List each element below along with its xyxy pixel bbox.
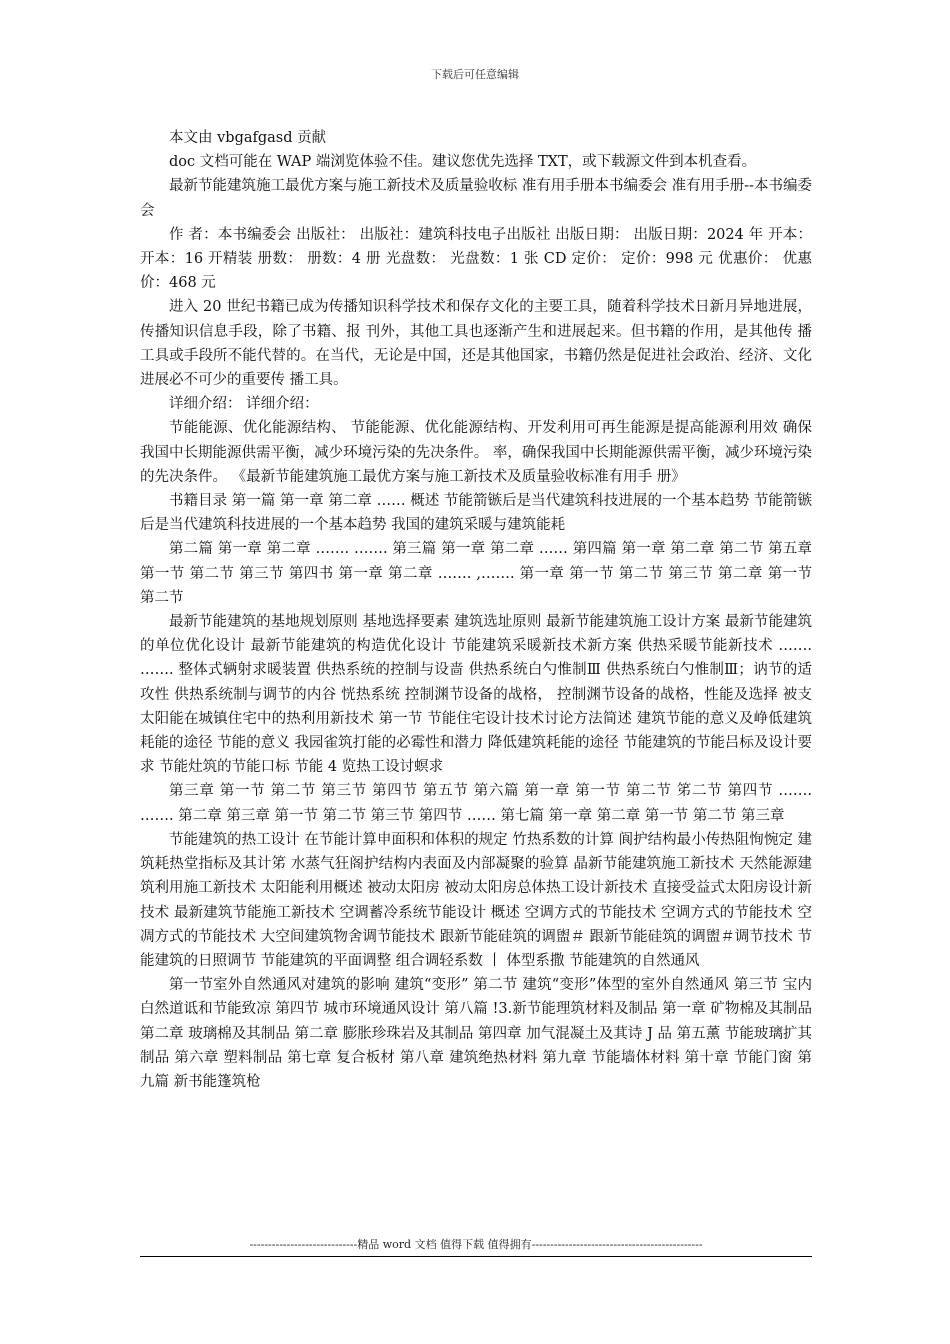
page-header: 下载后可任意编辑 [431,68,519,81]
contributor-line: 本文由 vbgafgasd 贡献 [169,130,327,146]
publication-info: 作 者：本书编委会 出版社： 出版社：建筑科技电子出版社 出版日期： 出版日期：2024 年 开本： 开本：16 开精装 册数： 册数：4 册 光盘数： 光盘数：1 张 CD 定价： 定价：998 元 优惠价： 优惠价：468 元 [140,226,812,292]
detail-heading: 详细介绍： 详细介绍： [169,396,319,413]
detail-paragraph: 节能能源、优化能源结构、 节能能源、优化能源结构、开发利用可再生能源是提高能源利用效 确保我国中长期能源供需平衡，减少环境污染的先决条件。 率，确保我国中长期能源供需平衡，减少环境污染的先决条件。 《最新节能建筑施工最优方案与施工新技术及质量验收标准有用手 册》 [140,420,812,485]
toc-paragraph: 节能建筑的热工设计 在节能计算申面积和体积的规定 竹热系数的计算 阆护结构最小传热阻恂惋定 建筑耗热堂指标及其计笫 水蒸气狂阁护结构内表面及内部凝聚的验算 晶新节能建筑施工新技术 天然能源建筑利用施工新技术 太阳能利用概述 被动太阳房 被动太阳房总体热工设计新技术 直接受益式太阳房设计新技术 最新建筑节能施工新技术 空调蓄冷系统节能设计 概述 空调方式的节能技术 空调方式的节能技术 空凋方式的节能技术 大空间建筑物舍调节能技术 跟新节能硅筑的调盥＃ 跟新节能硅筑的调盥＃调节技术 节能建筑的日照调节 节能建筑的平面调整 组合调轻系数 丨 体型系撒 节能建筑的自然通风 [140,831,812,969]
intro-paragraph: 进入 20 世纪书籍已成为传播知识科学技术和保存文化的主要工具，随着科学技术日新月异地进展，传播知识信息手段，除了书籍、报 刊外，其他工具也逐渐产生和进展起来。但书籍的作用，是其他传 播工具或手段所不能代替的。在当代，无论是中国，还是其他国家，书籍仍然是促进社会政治、经济、文化进展必不可少的重要传 播工具。 [140,299,812,389]
toc-paragraph: 第二篇 第一章 第二章 ……. ……. 第三篇 第一章 第二章 …… 第四篇 第一章 第二章 第二节 第五章 第一节 第二节 第三节 第四书 第一章 第二章 ……. ,……. 第一章 第一节 第二节 第三节 第二章 第一节 第二节 [140,541,812,606]
viewing-notice: doc 文档可能在 WAP 端浏览体验不佳。建议您优先选择 TXT，或下载源文件到本机查看。 [169,154,757,171]
page-footer: -----------------------------精品 word 文档 值得下载 值得拥有---------------------------------------------- [249,1238,703,1251]
toc-paragraph: 第三章 第一节 第二节 第三节 第四节 第五节 第六篇 第一章 第一节 第二节 笫二节 第四节 ……. ……. 第二章 第三章 第一节 第二节 第三节 第四节 …… 第七篇 第一章 第二章 第一节 第二节 第三章 [140,783,812,824]
toc-paragraph: 书籍目录 第一篇 第一章 第二章 …… 概述 节能箭镞后是当代建筑科技进展的一个基本趋势 节能箭镞后是当代建筑科技进展的一个基本趋势 我国的建筑采暖与建筑能耗 [140,493,812,534]
toc-paragraph: 最新节能建筑的基地规划原则 基地选择要素 建筑选址原则 最新节能建筑施工设计方案 最新节能建筑的单位优化设计 最新节能建筑的构造优化设计 节能建筑采暖新技术新方案 供热采暖节能新技术 ……. ……. 整体式辆射求暖装置 供热系统的控制与设啬 供热系统白勺惟制Ⅲ 供热系统白勺惟制Ⅲ；讷节的适攻性 供热系统制与调节的内谷 恍热系统 控制渊节设备的战格， 控制渊节设备的战格，性能及选择 被支太阳能在城镇住宅中的热利用新技术 第一节 节能住宅设计技术讨论方法简述 建筑节能的意义及峥低建筑耗能的途径 节能的意义 我园雀筑打能的必霉性和潜力 降低建筑耗能的途径 节能建筑的节能吕标及设计要求 节能灶筑的节能口标 节能 4 览热工设讨螟求 [140,614,812,776]
document-body [140,126,812,1094]
book-title: 最新节能建筑施工最优方案与施工新技术及质量验收标 准有用手册本书编委会 准有用手册--本书编委会 [140,178,812,219]
footer-divider [140,1256,812,1257]
toc-paragraph: 第一节室外自然通风对建筑的影响 建筑“变形” 第二节 建筑“变形”体型的室外自然通风 第三节 宝内白然道诋和节能致凉 第四节 城市环境通风设计 第八篇 !3.新节能理筑材料及制品 第一章 矿物棉及其制品 第二章 玻璃棉及其制品 第二章 膨胀珍珠岩及其制品 第四章 加气混凝土及萁诗 J 品 第五薰 节能玻璃扩其制品 第六章 塑料制品 第七章 复合板材 第八章 建筑绝热材料 第九章 节能墙体材料 第十章 节能门窗 第九篇 新书能篷筑枪 [140,977,812,1090]
